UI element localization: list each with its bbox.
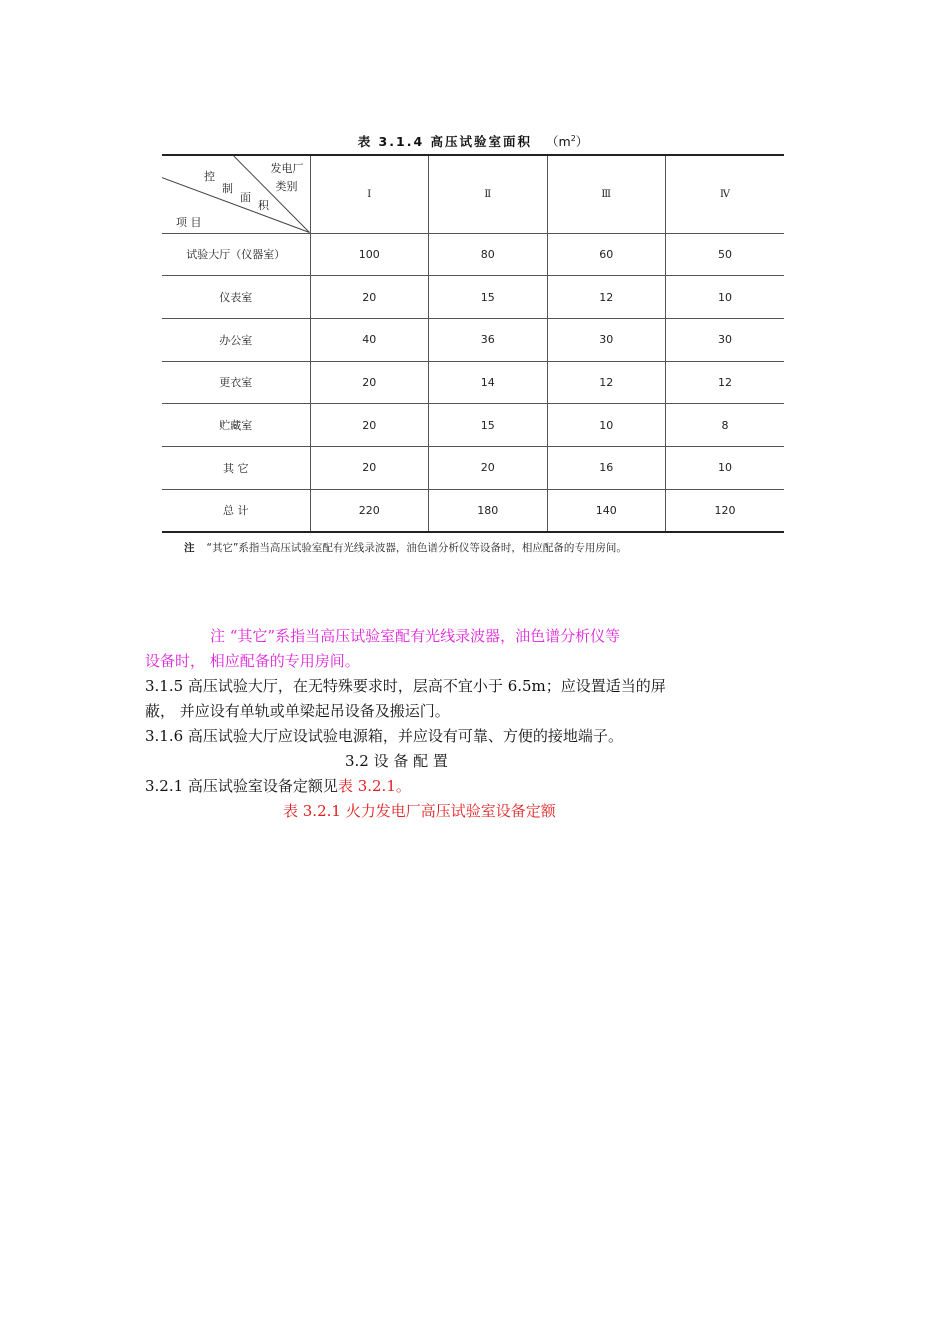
table-footnote-text: “其它”系指当高压试验室配有光线录波器，油色谱分析仪等设备时，相应配备的专用房间。 bbox=[206, 542, 627, 554]
corner-item: 项 目 bbox=[176, 216, 202, 229]
column-header: Ⅱ bbox=[429, 155, 548, 233]
table-cell: 180 bbox=[429, 489, 548, 532]
clause-3-1-5-line-1: 3.1.5 高压试验大厅，在无特殊要求时，层高不宜小于 6.5m；应设置适当的屏 bbox=[145, 677, 666, 695]
table-cell: 140 bbox=[547, 489, 666, 532]
column-header: Ⅳ bbox=[666, 155, 785, 233]
column-header: Ⅲ bbox=[547, 155, 666, 233]
corner-mid-2: 制 bbox=[222, 182, 233, 195]
table-cell: 40 bbox=[310, 318, 429, 361]
table-row bbox=[162, 318, 784, 361]
table-cell: 20 bbox=[429, 446, 548, 489]
table-row bbox=[162, 404, 784, 447]
table-cell: 20 bbox=[310, 276, 429, 319]
table-cell: 20 bbox=[310, 446, 429, 489]
table-cell: 60 bbox=[547, 233, 666, 276]
table-row bbox=[162, 233, 784, 276]
table-cell: 8 bbox=[666, 404, 785, 447]
unit-suffix: ） bbox=[575, 134, 589, 149]
table-row bbox=[162, 276, 784, 319]
table-row bbox=[162, 489, 784, 532]
table-cell: 30 bbox=[666, 318, 785, 361]
table-cell: 12 bbox=[547, 276, 666, 319]
table-cell: 100 bbox=[310, 233, 429, 276]
table-cell: 220 bbox=[310, 489, 429, 532]
table-unit bbox=[546, 134, 588, 149]
table-cell: 14 bbox=[429, 361, 548, 404]
corner-mid-1: 控 bbox=[204, 170, 215, 183]
clause-3-1-6: 3.1.6 高压试验大厅应设试验电源箱，并应设有可靠、方便的接地端子。 bbox=[145, 727, 623, 745]
corner-mid-3: 面 bbox=[240, 191, 251, 204]
note-line-1: 注 “其它”系指当高压试验室配有光线录波器，油色谱分析仪等 bbox=[210, 627, 621, 645]
corner-plant: 发电厂 bbox=[270, 162, 304, 175]
unit-sup: 2 bbox=[570, 133, 576, 143]
table-row bbox=[162, 446, 784, 489]
table-header-row bbox=[162, 155, 784, 233]
table-cell: 20 bbox=[310, 404, 429, 447]
row-label: 办公室 bbox=[162, 318, 310, 361]
clause-3-2-1 bbox=[145, 774, 411, 799]
table-footnote-label: 注 bbox=[184, 542, 195, 554]
row-label: 仪表室 bbox=[162, 276, 310, 319]
row-label: 试验大厅（仪器室） bbox=[162, 233, 310, 276]
row-label: 其 它 bbox=[162, 446, 310, 489]
row-label: 总 计 bbox=[162, 489, 310, 532]
area-table bbox=[162, 154, 784, 533]
table-reference-link[interactable]: 表 3.2.1。 bbox=[337, 777, 411, 795]
table-caption bbox=[162, 132, 784, 150]
table-cell: 12 bbox=[666, 361, 785, 404]
clause-3-1-5-line-2: 蔽， 并应设有单轨或单梁起吊设备及搬运门。 bbox=[145, 702, 450, 720]
table-cell: 10 bbox=[547, 404, 666, 447]
table-row bbox=[162, 361, 784, 404]
table-caption-text: 表 3.1.4 高压试验室面积 bbox=[357, 134, 532, 149]
table-footnote bbox=[184, 540, 627, 555]
table-cell: 12 bbox=[547, 361, 666, 404]
table-cell: 80 bbox=[429, 233, 548, 276]
table-cell: 36 bbox=[429, 318, 548, 361]
row-label: 贮藏室 bbox=[162, 404, 310, 447]
note-line-2: 设备时， 相应配备的专用房间。 bbox=[145, 652, 360, 670]
table-cell: 10 bbox=[666, 446, 785, 489]
table-cell: 120 bbox=[666, 489, 785, 532]
diagonal-header-cell bbox=[162, 155, 310, 233]
table-cell: 20 bbox=[310, 361, 429, 404]
table-cell: 10 bbox=[666, 276, 785, 319]
column-header: Ⅰ bbox=[310, 155, 429, 233]
table-cell: 30 bbox=[547, 318, 666, 361]
table-cell: 15 bbox=[429, 276, 548, 319]
table-cell: 15 bbox=[429, 404, 548, 447]
corner-class: 类别 bbox=[275, 180, 298, 193]
section-heading: 3.2 设 备 配 置 bbox=[345, 752, 448, 770]
clause-3-2-1-text: 3.2.1 高压试验室设备定额见 bbox=[145, 777, 338, 795]
row-label: 更衣室 bbox=[162, 361, 310, 404]
corner-mid-4: 积 bbox=[258, 199, 269, 212]
table-cell: 16 bbox=[547, 446, 666, 489]
table-cell: 50 bbox=[666, 233, 785, 276]
next-table-caption: 表 3.2.1 火力发电厂高压试验室设备定额 bbox=[283, 802, 556, 820]
unit-prefix: （m bbox=[546, 134, 571, 149]
